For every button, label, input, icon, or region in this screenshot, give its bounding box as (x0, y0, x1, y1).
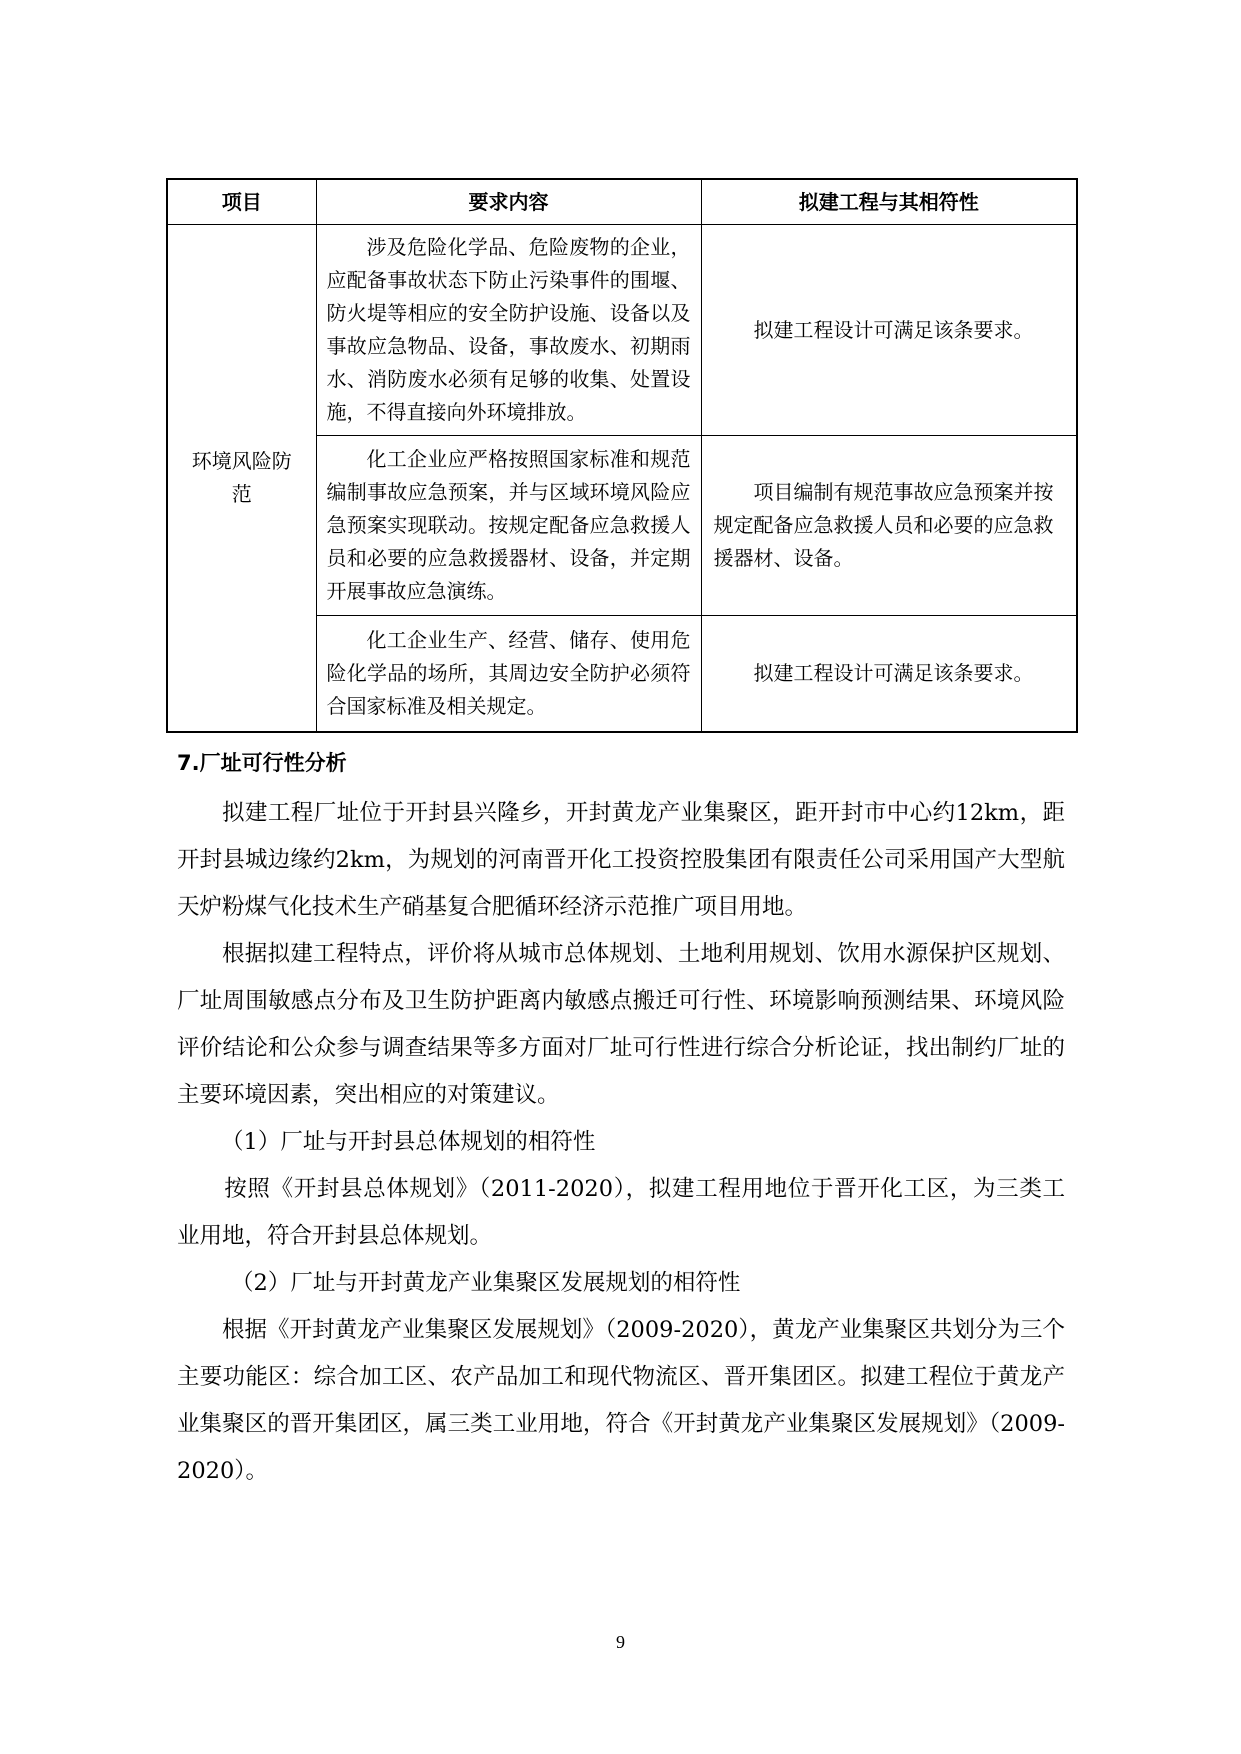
compliance-cell: 项目编制有规范事故应急预案并按规定配备应急救援人员和必要的应急救援器材、设备。 (701, 436, 1077, 616)
header-item: 项目 (167, 179, 316, 225)
table-header-row (167, 179, 1077, 225)
header-compliance: 拟建工程与其相符性 (701, 179, 1077, 225)
category-cell: 环境风险防范 (167, 225, 316, 732)
requirement-cell: 化工企业生产、经营、储存、使用危险化学品的场所，其周边安全防护必须符合国家标准及相关规定。 (316, 616, 701, 732)
section-heading: 7.厂址可行性分析 (177, 751, 347, 775)
requirement-cell: 涉及危险化学品、危险废物的企业，应配备事故状态下防止污染事件的围堰、防火堤等相应的安全防护设施、设备以及事故应急物品、设备，事故废水、初期雨水、消防废水必须有足够的收集、处置设施，不得直接向外环境排放。 (316, 225, 701, 436)
requirements-table (166, 178, 1078, 733)
compliance-cell: 拟建工程设计可满足该条要求。 (701, 225, 1077, 436)
requirement-cell: 化工企业应严格按照国家标准和规范编制事故应急预案，并与区域环境风险应急预案实现联动。按规定配备应急救援人员和必要的应急救援器材、设备，并定期开展事故应急演练。 (316, 436, 701, 616)
paragraph-industrial-cluster-plan: 根据《开封黄龙产业集聚区发展规划》（2009-2020），黄龙产业集聚区共划分为三个主要功能区：综合加工区、农产品加工和现代物流区、晋开集团区。拟建工程位于黄龙产业集聚区的晋开集团区，属三类工业用地，符合《开封黄龙产业集聚区发展规划》（2009-2020）。 (177, 1317, 1065, 1484)
paragraph-county-plan: 按照《开封县总体规划》（2011-2020），拟建工程用地位于晋开化工区，为三类工业用地，符合开封县总体规划。 (177, 1176, 1065, 1249)
subheading-county-plan: （1）厂址与开封县总体规划的相符性 (221, 1129, 596, 1155)
header-requirement: 要求内容 (316, 179, 701, 225)
paragraph-evaluation-scope: 根据拟建工程特点，评价将从城市总体规划、土地利用规划、饮用水源保护区规划、厂址周围敏感点分布及卫生防护距离内敏感点搬迁可行性、环境影响预测结果、环境风险评价结论和公众参与调查结果等多方面对厂址可行性进行综合分析论证，找出制约厂址的主要环境因素，突出相应的对策建议。 (177, 941, 1065, 1108)
subheading-industrial-cluster-plan: （2）厂址与开封黄龙产业集聚区发展规划的相符性 (231, 1270, 741, 1296)
compliance-cell: 拟建工程设计可满足该条要求。 (701, 616, 1077, 732)
paragraph-site-location: 拟建工程厂址位于开封县兴隆乡，开封黄龙产业集聚区，距开封市中心约12km，距开封县城边缘约2km，为规划的河南晋开化工投资控股集团有限责任公司采用国产大型航天炉粉煤气化技术生产硝基复合肥循环经济示范推广项目用地。 (177, 800, 1065, 920)
page-number: 9 (616, 1632, 625, 1652)
table-row (167, 225, 1077, 436)
